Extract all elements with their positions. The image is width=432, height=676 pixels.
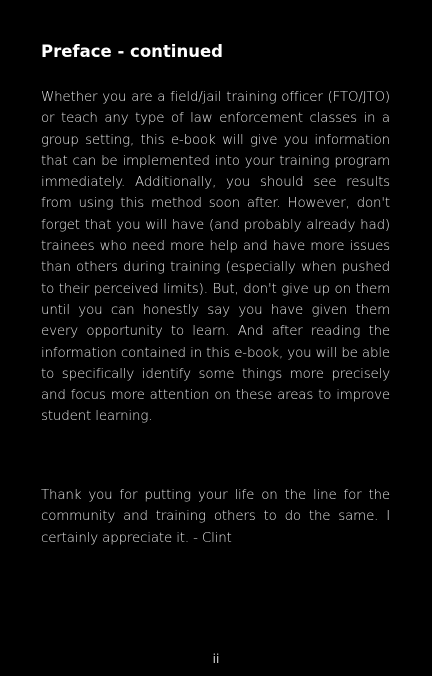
ebook-page <box>41 0 391 676</box>
section-heading: Preface - continued <box>41 42 223 61</box>
body-paragraph-1: Whether you are a field/jail training officer (FTO/JTO) or teach any type of law enforcement classes in a group setting, this e-book will give you information that can be implemented into your training program immediately. Additionally, you should see results from using this method soon after. However, don't forget that you will have (and probably already had) trainees who need more help and have more issues than others during training (especially when pushed to their perceived limits). But, don't give up on them until you can honestly say you have given them every opportunity to learn. And after reading the information contained in this e-book, you will be able to specifically identify some things more precisely and focus more attention on these areas to improve student learning. <box>41 90 390 425</box>
body-paragraph-2: Thank you for putting your life on the line for the community and training others to do the same. I certainly appreciate it. - Clint <box>41 488 390 546</box>
page-number: ii <box>212 652 220 666</box>
